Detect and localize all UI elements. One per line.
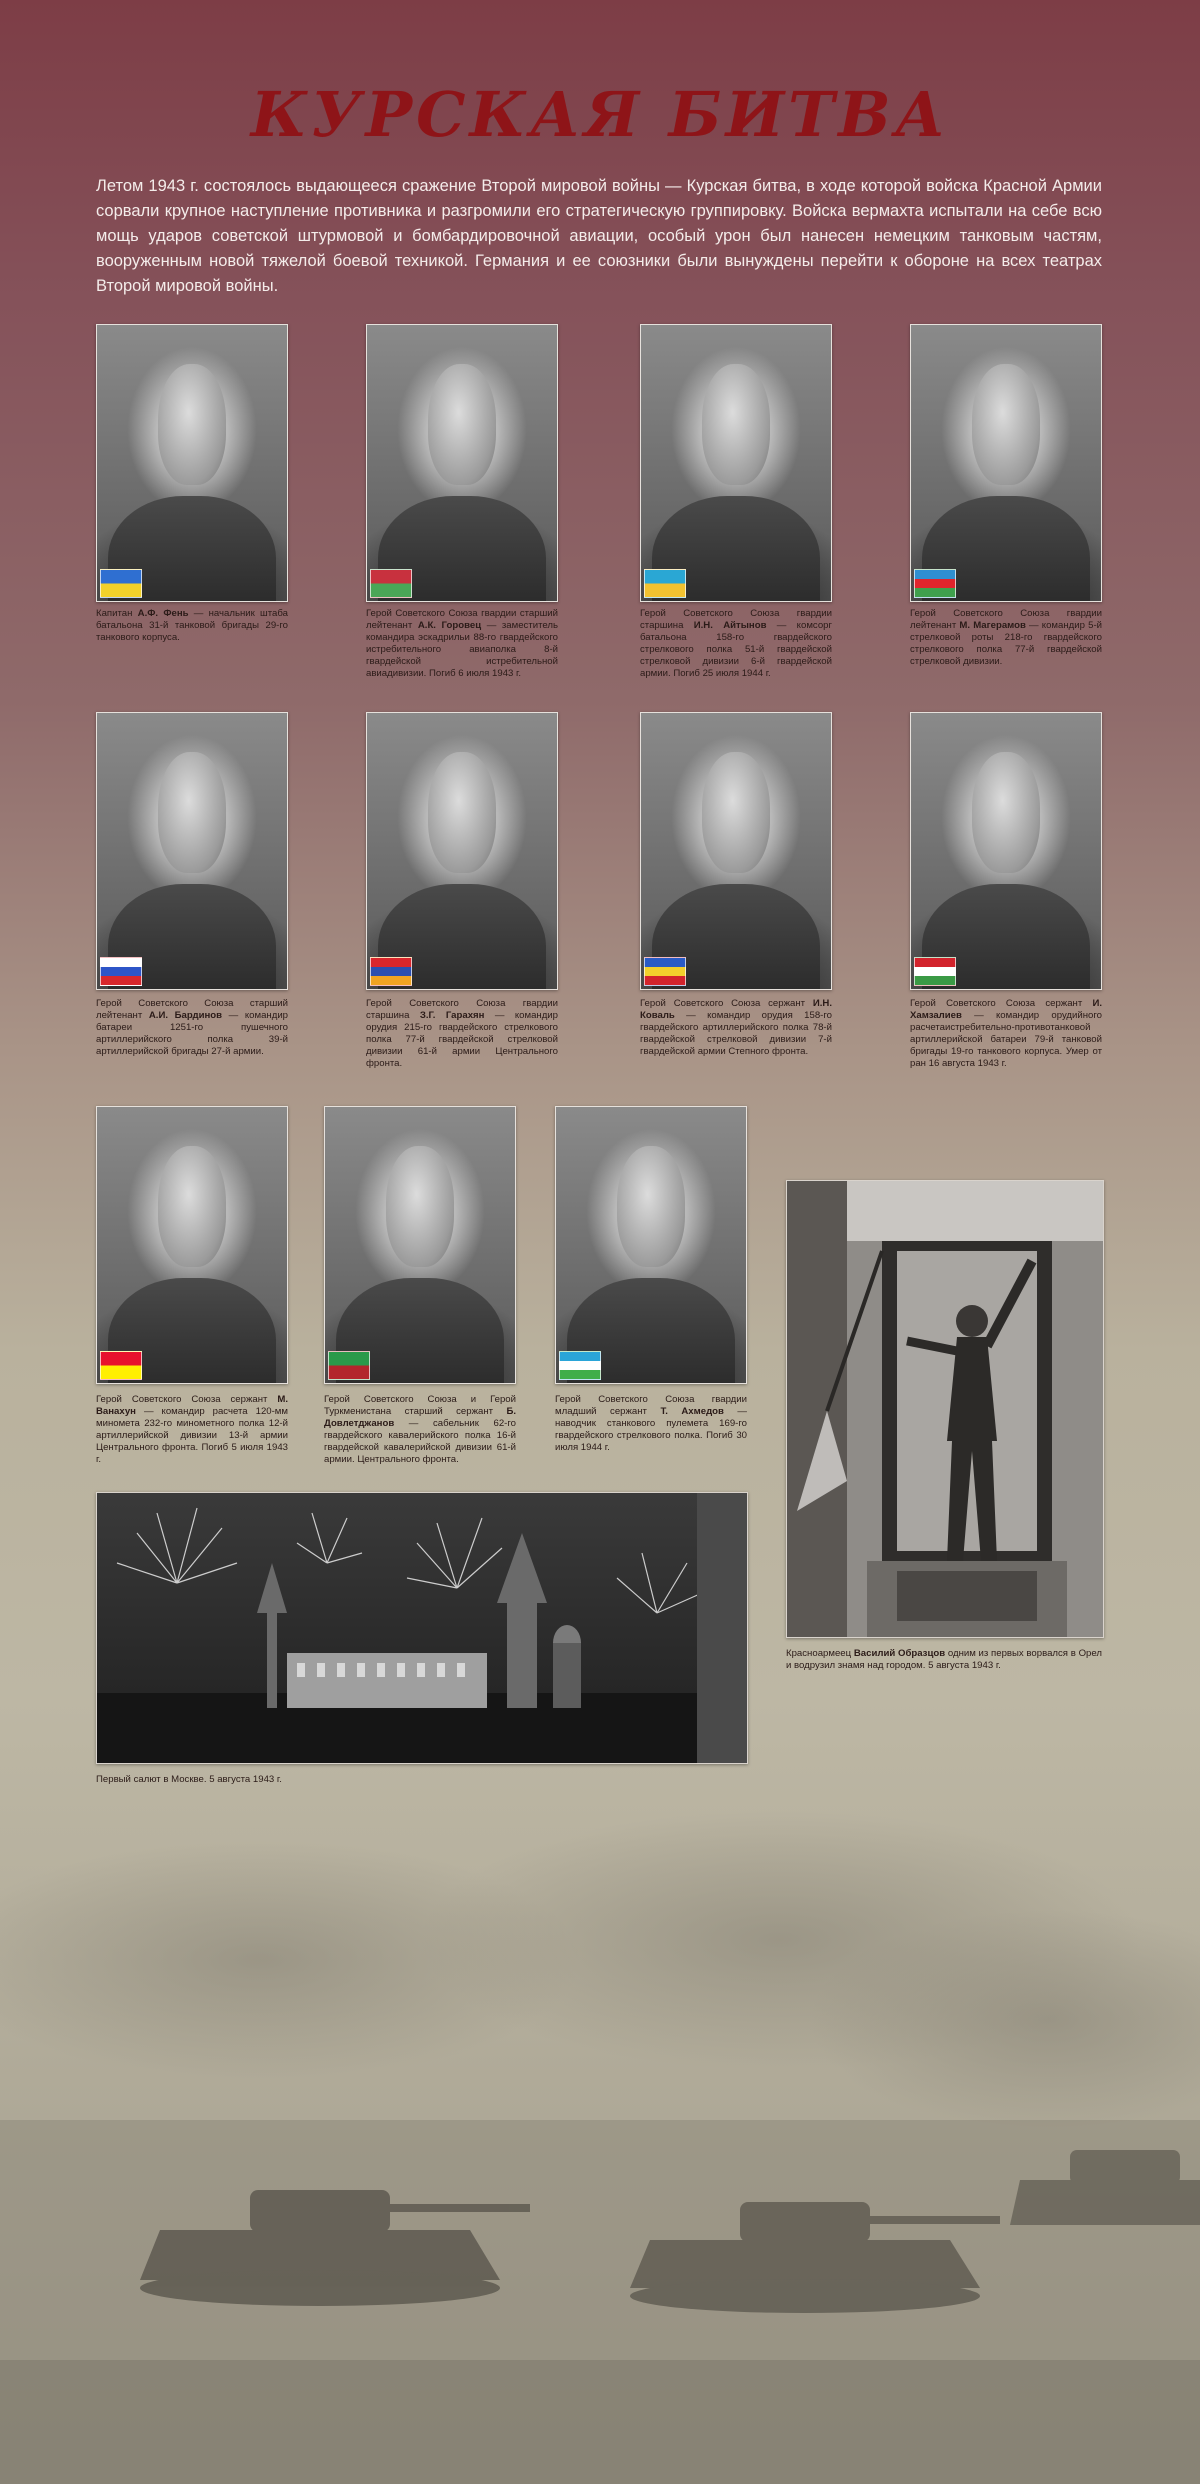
portrait-photo: [324, 1106, 516, 1384]
portrait-photo: [96, 1106, 288, 1384]
armenia-flag-icon: [370, 957, 412, 986]
tajikistan-flag-icon: [914, 957, 956, 986]
portrait-photo: [640, 324, 832, 602]
moscow-scene-graphic: [97, 1493, 747, 1763]
azerbaijan-flag-icon: [914, 569, 956, 598]
portrait-photo: [366, 324, 558, 602]
moscow-caption: Первый салют в Москве. 5 августа 1943 г.: [96, 1774, 282, 1785]
battlefield-graphic: [0, 1760, 1200, 2484]
ukraine-flag-icon: [100, 569, 142, 598]
kyrgyzstan-flag-icon: [100, 1351, 142, 1380]
intro-text: Летом 1943 г. состоялось выдающееся сражение Второй мировой войны — Курская битва, в ходе которой войска Красной Армии сорвали крупное наступление противника и разгромили его стратегическую группировку. Войска вермахта испытали на себе всю мощь ударов советской штурмовой и бомбардировочной авиации, особый урон был нанесен немецким танковым частям, вооруженным новой тяжелой боевой техникой. Германия и ее союзники были вынуждены перейти к обороне на всех театрах Второй мировой войны.: [96, 177, 1102, 295]
portrait-caption: Капитан А.Ф. Фень — начальник штаба батальона 31-й танковой бригады 29-го танкового корпуса.: [96, 608, 288, 643]
orel-scene-graphic: [787, 1181, 1103, 1637]
portrait-photo: [96, 712, 288, 990]
orel-caption: Красноармеец Василий Образцов одним из первых ворвался в Орел и водрузил знамя над городом. 5 августа 1943 г.: [786, 1648, 1102, 1671]
turkmenistan-flag-icon: [328, 1351, 370, 1380]
portrait-caption: Герой Советского Союза гвардии лейтенант М. Магерамов — командир 5-й стрелковой роты 218-го гвардейского стрелкового полка 77-й гвардейской стрелковой дивизии.: [910, 608, 1102, 667]
portrait-photo: [640, 712, 832, 990]
kazakhstan-flag-icon: [644, 569, 686, 598]
battlefield-background: [0, 1760, 1200, 2484]
portrait-caption: Герой Советского Союза гвардии младший сержант Т. Ахмедов — наводчик станкового пулемета 169-го гвардейского стрелкового полка. Погиб 30 июля 1944 г.: [555, 1394, 748, 1453]
portrait-caption: Герой Советского Союза и Герой Туркменистана старший сержант Б. Довлетджанов — сабельник 62-го гвардейского кавалерийского полка 16-й гвардейской кавалерийской дивизии 61-й армии. Центрального фронта.: [324, 1394, 516, 1465]
portrait-photo: [910, 712, 1102, 990]
moscow-salute-photo: [96, 1492, 748, 1764]
uzbekistan-flag-icon: [559, 1351, 601, 1380]
page-title: КУРСКАЯ БИТВА: [250, 78, 950, 151]
belarus-flag-icon: [370, 569, 412, 598]
portrait-photo: [910, 324, 1102, 602]
portrait-caption: Герой Советского Союза гвардии старший лейтенант А.К. Горовец — заместитель командира эскадрильи 88-го гвардейского истребительного авиаполка 8-й гвардейской истребительной авиадивизии. Погиб 6 июля 1943 г.: [366, 608, 559, 679]
portrait-caption: Герой Советского Союза сержант И.Н. Коваль — командир орудия 158-го гвардейского артиллерийского полка 78-й гвардейской стрелковой дивизии 7-й гвардейской армии Степного фронта.: [640, 998, 832, 1057]
moldova-flag-icon: [644, 957, 686, 986]
portrait-caption: Герой Советского Союза гвардии старшина З.Г. Гарахян — командир орудия 215-го гвардейского стрелкового полка 77-й гвардейской стрелковой дивизии 61-й армии Центрального фронта.: [366, 998, 558, 1069]
russia-flag-icon: [100, 957, 142, 986]
portrait-caption: Герой Советского Союза старший лейтенант А.И. Бардинов — командир батареи 1251-го пушечного артиллерийского полка 39-й артиллерийской бригады 27-й армии.: [96, 998, 289, 1057]
portrait-caption: Герой Советского Союза гвардии старшина И.Н. Айтынов — комсорг батальона 158-го гвардейского стрелкового полка 51-й гвардейской стрелковой дивизии 6-й гвардейской армии. Погиб 25 июля 1944 г.: [640, 608, 832, 679]
portrait-caption: Герой Советского Союза сержант И. Хамзалиев — командир орудийного расчетаистребительно-противотанковой артиллерийской батареи 79-й танковой бригады 19-го танкового корпуса. Умер от ран 16 августа 1943 г.: [910, 998, 1102, 1069]
orel-flag-photo: [786, 1180, 1104, 1638]
portrait-caption: Герой Советского Союза сержант М. Ванахун — командир расчета 120-мм миномета 232-го минометного полка 12-й артиллерийской дивизии 13-й армии Центрального фронта. Погиб 5 июля 1943 г.: [96, 1394, 288, 1465]
portrait-photo: [96, 324, 288, 602]
portrait-photo: [366, 712, 558, 990]
portrait-photo: [555, 1106, 747, 1384]
